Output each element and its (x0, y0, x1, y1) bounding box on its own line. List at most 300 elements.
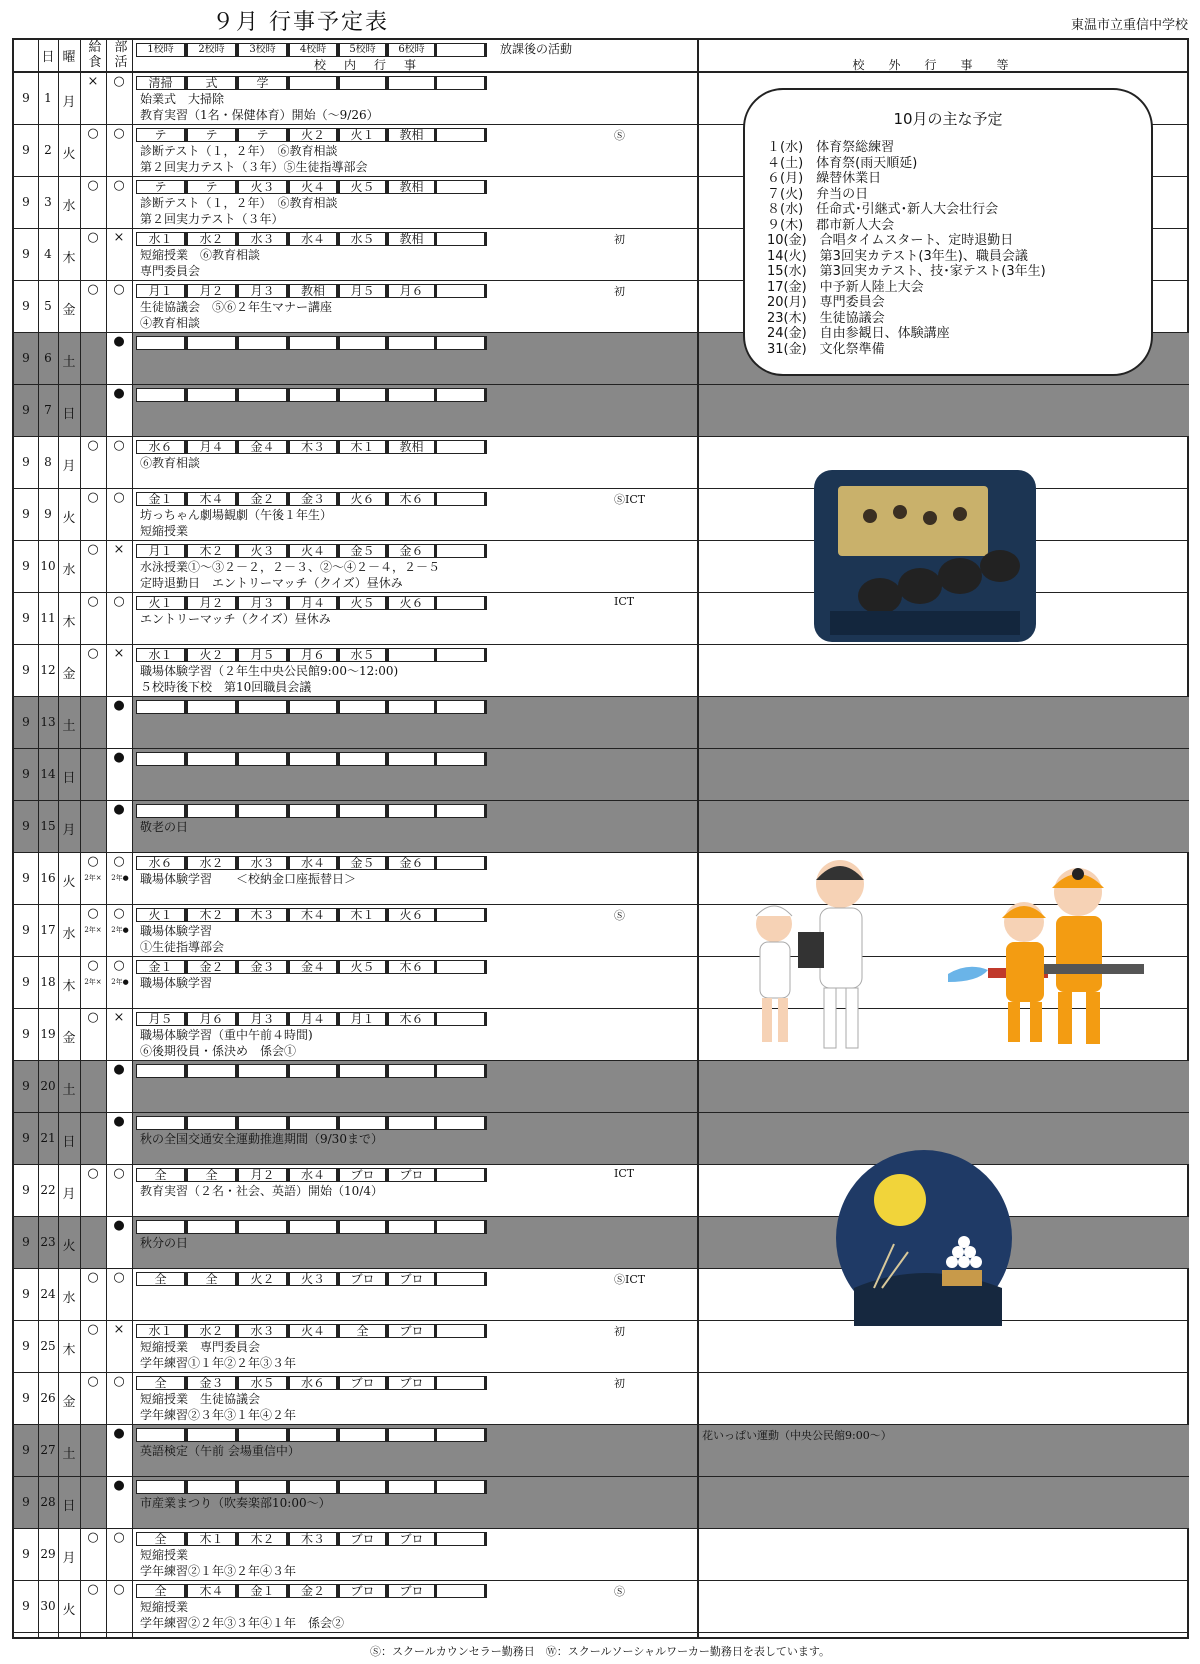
period-cell: 月４ (289, 1012, 339, 1026)
event-text: 教育実習（２名・社会、英語）開始（10/4） (140, 1184, 383, 1198)
club-mark: ● (113, 334, 125, 349)
lunch-note: 2年× (84, 978, 102, 986)
event-text: 生徒協議会 ⑤⑥２年生マナー講座 (140, 300, 333, 314)
period-cell: 木４ (187, 492, 238, 506)
after-school-text: 初 (614, 1325, 625, 1338)
period-cell: 全 (136, 1376, 187, 1390)
header-weekday: 曜 (62, 50, 76, 65)
theater-illustration (810, 466, 1040, 646)
month-cell: 9 (22, 975, 30, 989)
october-schedule-box (743, 88, 1153, 376)
after-school-text: 初 (614, 285, 625, 298)
period-cell: 教相 (388, 440, 437, 454)
month-cell: 9 (22, 767, 30, 781)
period-cell (388, 700, 437, 714)
period-cell (289, 1480, 339, 1494)
october-item: 10(金) 合唱タイムスタート、定時退勤日 (767, 233, 1014, 248)
event-text: ５校時後下校 第10回職員会議 (140, 680, 312, 694)
weekday-cell: 火 (62, 511, 76, 526)
event-text: ⑥教育相談 (140, 456, 201, 470)
lunch-mark: ○ (87, 230, 99, 245)
period-cell: 月２ (187, 284, 238, 298)
day-cell: 15 (40, 819, 56, 833)
period-cell: 全 (136, 1272, 187, 1286)
period-cell (187, 388, 238, 402)
outside-event-text: 花いっぱい運動（中央公民館9:00～） (702, 1429, 892, 1442)
weekday-cell: 金 (62, 667, 76, 682)
period-cell: 水５ (339, 232, 388, 246)
lunch-mark: ○ (87, 594, 99, 609)
period-cell: 木６ (388, 960, 437, 974)
period-cell: テ (187, 128, 238, 142)
period-cell: 木１ (187, 1532, 238, 1546)
weekday-cell: 土 (62, 719, 76, 734)
table-row (14, 801, 1187, 853)
period-cell (339, 1428, 388, 1442)
period-cell: ブロ (339, 1168, 388, 1182)
period-cell: 月５ (136, 1012, 187, 1026)
period-cell (136, 700, 187, 714)
event-text: ①生徒指導部会 (140, 940, 225, 954)
day-cell: 7 (44, 403, 52, 417)
day-cell: 23 (40, 1235, 56, 1249)
october-item: ６(月) 繰替休業日 (767, 171, 882, 186)
period-cell: 水２ (187, 856, 238, 870)
period-cell: 火３ (238, 180, 289, 194)
period-cell: 木２ (187, 544, 238, 558)
weekday-cell: 月 (62, 823, 76, 838)
header-school-events: 校 内 行 事 (314, 58, 420, 72)
period-cell (187, 1220, 238, 1234)
after-school-text: ICT (614, 595, 635, 608)
event-text: 学年練習②３年③１年④２年 (140, 1408, 297, 1422)
period-cell: 水３ (238, 856, 289, 870)
event-text: ④教育相談 (140, 316, 201, 330)
period-header-6: 6校時 (388, 43, 437, 57)
lunch-note: 2年× (84, 926, 102, 934)
period-cell (388, 1220, 437, 1234)
period-cell (339, 76, 388, 90)
period-cell: 木４ (289, 908, 339, 922)
period-cell: 月１ (136, 284, 187, 298)
after-school-text: ⓈICT (614, 1273, 646, 1286)
period-cell: ブロ (339, 1584, 388, 1598)
period-cell: 火４ (289, 180, 339, 194)
weekday-cell: 木 (62, 979, 76, 994)
lunch-mark: ○ (87, 126, 99, 141)
nurse-illustration (740, 852, 910, 1052)
table-row (14, 697, 1187, 749)
event-text: 水泳授業①～③２－２，２－３、②～④２－４，２－５ (140, 560, 441, 574)
club-mark: ○ (113, 126, 125, 141)
period-cell: 水６ (136, 440, 187, 454)
day-cell: 11 (40, 611, 56, 625)
period-cell: 火４ (289, 544, 339, 558)
period-cell: 金６ (388, 856, 437, 870)
day-cell: 14 (40, 767, 56, 781)
period-cell (238, 1480, 289, 1494)
weekday-cell: 火 (62, 875, 76, 890)
month-cell: 9 (22, 1599, 30, 1613)
period-cell (388, 1116, 437, 1130)
period-header-3: 3校時 (238, 43, 289, 57)
period-cell (339, 804, 388, 818)
event-text: 短縮授業 (140, 1548, 189, 1562)
day-cell: 3 (44, 195, 52, 209)
period-cell: ブロ (339, 1376, 388, 1390)
event-text: 短縮授業 (140, 1600, 189, 1614)
period-cell: 火２ (289, 128, 339, 142)
event-text: 専門委員会 (140, 264, 201, 278)
weekday-cell: 日 (62, 1135, 76, 1150)
day-cell: 24 (40, 1287, 56, 1301)
month-cell: 9 (22, 923, 30, 937)
period-cell: テ (238, 128, 289, 142)
header-lunch: 給食 (88, 40, 102, 70)
period-cell: 月１ (136, 544, 187, 558)
month-cell: 9 (22, 871, 30, 885)
event-text: 第２回実力テスト（３年） (140, 212, 284, 226)
club-mark: × (113, 646, 125, 661)
event-text: 職場体験学習（２年生中央公民館9:00～12:00) (140, 664, 399, 678)
october-item: 24(金) 自由参観日、体験講座 (767, 326, 950, 341)
period-cell: 火２ (187, 648, 238, 662)
period-cell: 月３ (238, 1012, 289, 1026)
weekday-cell: 土 (62, 1447, 76, 1462)
lunch-mark: ○ (87, 906, 99, 921)
club-note: 2年● (111, 874, 129, 882)
period-cell: 月５ (238, 648, 289, 662)
october-item: ８(水) 任命式･引継式･新人大会壮行会 (767, 202, 999, 217)
event-text: 診断テスト（１，２年） ⑥教育相談 (140, 144, 338, 158)
club-mark: × (113, 230, 125, 245)
weekday-cell: 水 (62, 199, 76, 214)
period-cell: 火６ (339, 492, 388, 506)
club-mark: × (113, 542, 125, 557)
club-mark: ○ (113, 1166, 125, 1181)
weekday-cell: 日 (62, 407, 76, 422)
period-cell: 火６ (388, 908, 437, 922)
month-cell: 9 (22, 403, 30, 417)
club-mark: × (113, 1010, 125, 1025)
period-cell (289, 388, 339, 402)
lunch-mark: ○ (87, 282, 99, 297)
period-cell: 月２ (187, 596, 238, 610)
lunch-mark: ○ (87, 1270, 99, 1285)
day-cell: 10 (40, 559, 56, 573)
period-cell (136, 752, 187, 766)
event-text: 市産業まつり（吹奏楽部10:00～） (140, 1496, 331, 1510)
period-cell: 火１ (339, 128, 388, 142)
period-cell: 木２ (238, 1532, 289, 1546)
period-cell: 教相 (388, 232, 437, 246)
period-cell (388, 76, 437, 90)
month-cell: 9 (22, 663, 30, 677)
month-cell: 9 (22, 247, 30, 261)
day-cell: 13 (40, 715, 56, 729)
month-cell: 9 (22, 1027, 30, 1041)
month-cell: 9 (22, 1183, 30, 1197)
period-cell: 全 (136, 1532, 187, 1546)
period-cell: 水５ (238, 1376, 289, 1390)
club-mark: ● (113, 1426, 125, 1441)
table-row (14, 1373, 1187, 1425)
weekday-cell: 火 (62, 1603, 76, 1618)
month-cell: 9 (22, 1547, 30, 1561)
event-text: 職場体験学習 (140, 924, 213, 938)
club-mark: ● (113, 750, 125, 765)
period-cell: 金２ (289, 1584, 339, 1598)
after-school-text: Ⓢ (614, 129, 625, 142)
period-cell: 水５ (339, 648, 388, 662)
period-cell (238, 1064, 289, 1078)
club-mark: ● (113, 802, 125, 817)
month-cell: 9 (22, 1235, 30, 1249)
lunch-mark: ○ (87, 1166, 99, 1181)
period-cell: ブロ (388, 1324, 437, 1338)
period-cell: 木３ (289, 1532, 339, 1546)
event-text: 短縮授業 ⑥教育相談 (140, 248, 261, 262)
period-cell (388, 388, 437, 402)
day-cell: 26 (40, 1391, 56, 1405)
period-cell: 火１ (136, 596, 187, 610)
month-cell: 9 (22, 1079, 30, 1093)
period-cell: 金６ (388, 544, 437, 558)
period-cell (339, 388, 388, 402)
club-mark: ○ (113, 490, 125, 505)
period-cell: 金４ (289, 960, 339, 974)
month-cell: 9 (22, 559, 30, 573)
club-mark: ○ (113, 1530, 125, 1545)
after-school-text: 初 (614, 1377, 625, 1390)
period-cell (238, 1116, 289, 1130)
period-cell: 月５ (339, 284, 388, 298)
after-school-text: Ⓢ (614, 909, 625, 922)
period-cell: 水１ (136, 648, 187, 662)
weekday-cell: 土 (62, 355, 76, 370)
period-cell (289, 1116, 339, 1130)
lunch-mark: ○ (87, 178, 99, 193)
period-cell: ブロ (339, 1532, 388, 1546)
weekday-cell: 水 (62, 927, 76, 942)
period-cell: 水１ (136, 1324, 187, 1338)
period-cell: ブロ (388, 1168, 437, 1182)
day-cell: 4 (44, 247, 52, 261)
october-item: ９(木) 郡市新人大会 (767, 217, 895, 233)
club-mark: ○ (113, 854, 125, 869)
period-cell: 木６ (388, 1012, 437, 1026)
column-header (14, 40, 1187, 73)
club-mark: ● (113, 1478, 125, 1493)
period-cell: 水４ (289, 232, 339, 246)
table-row (14, 1529, 1187, 1581)
period-header-4: 4校時 (289, 43, 339, 57)
club-mark: ○ (113, 282, 125, 297)
day-cell: 22 (40, 1183, 56, 1197)
period-cell: 水４ (289, 856, 339, 870)
october-item: １(水) 体育祭総練習 (767, 140, 895, 155)
period-cell: 月６ (388, 284, 437, 298)
header-outside: 校 外 行 事 等 (852, 58, 1009, 72)
october-item: 15(水) 第3回実カテスト、技･家テスト(3年生) (767, 264, 1046, 279)
period-cell (187, 700, 238, 714)
day-cell: 19 (40, 1027, 56, 1041)
table-row (14, 1581, 1187, 1633)
after-school-text: 初 (614, 233, 625, 246)
period-cell: 火６ (388, 596, 437, 610)
weekday-cell: 日 (62, 771, 76, 786)
lunch-mark: ○ (87, 1582, 99, 1597)
period-cell: ブロ (388, 1272, 437, 1286)
month-cell: 9 (22, 1391, 30, 1405)
lunch-mark: ○ (87, 438, 99, 453)
october-item: ７(火) 弁当の日 (767, 186, 869, 202)
period-cell: 火５ (339, 960, 388, 974)
lunch-note: 2年× (84, 874, 102, 882)
period-cell: 全 (187, 1168, 238, 1182)
month-cell: 9 (22, 507, 30, 521)
period-cell (339, 700, 388, 714)
club-mark: ○ (113, 438, 125, 453)
event-text: 第２回実力テスト（３年）⑤生徒指導部会 (140, 160, 368, 174)
period-cell: 水３ (238, 1324, 289, 1338)
header-day: 日 (41, 50, 55, 65)
period-cell (187, 752, 238, 766)
period-cell: 清掃 (136, 76, 187, 90)
period-cell (136, 1116, 187, 1130)
event-text: 短縮授業 専門委員会 (140, 1340, 261, 1354)
period-cell: 木３ (238, 908, 289, 922)
month-cell: 9 (22, 143, 30, 157)
period-cell (136, 336, 187, 350)
weekday-cell: 金 (62, 1395, 76, 1410)
event-text: 短縮授業 (140, 524, 189, 538)
month-cell: 9 (22, 1443, 30, 1457)
period-cell (388, 752, 437, 766)
period-cell: 金３ (289, 492, 339, 506)
month-cell: 9 (22, 299, 30, 313)
period-cell: 月６ (289, 648, 339, 662)
period-cell: 水６ (136, 856, 187, 870)
club-mark: ○ (113, 1374, 125, 1389)
period-cell: 火１ (136, 908, 187, 922)
month-cell: 9 (22, 91, 30, 105)
club-note: 2年● (111, 926, 129, 934)
header-club: 部活 (114, 40, 128, 70)
period-cell (238, 1428, 289, 1442)
period-cell: 全 (136, 1168, 187, 1182)
club-note: 2年● (111, 978, 129, 986)
day-cell: 21 (40, 1131, 56, 1145)
period-cell (339, 1480, 388, 1494)
period-cell: 水４ (289, 1168, 339, 1182)
period-cell (289, 76, 339, 90)
weekday-cell: 金 (62, 1031, 76, 1046)
event-text: 学年練習①１年②２年③３年 (140, 1356, 297, 1370)
period-header-5: 5校時 (339, 43, 388, 57)
period-cell (289, 336, 339, 350)
club-mark: ○ (113, 1270, 125, 1285)
day-cell: 30 (40, 1599, 56, 1613)
period-cell (136, 1428, 187, 1442)
page-title: ９月 行事予定表 (212, 10, 389, 35)
period-cell (187, 1480, 238, 1494)
period-cell: 月４ (187, 440, 238, 454)
month-cell: 9 (22, 195, 30, 209)
day-cell: 18 (40, 975, 56, 989)
october-item: 23(木) 生徒協議会 (767, 310, 885, 326)
period-cell (388, 648, 437, 662)
day-cell: 5 (44, 299, 52, 313)
event-text: 始業式 大掃除 (140, 92, 225, 106)
club-mark: ○ (113, 906, 125, 921)
event-text: 職場体験学習 (140, 976, 213, 990)
period-cell (187, 1116, 238, 1130)
period-cell: 火５ (339, 180, 388, 194)
period-cell: 全 (339, 1324, 388, 1338)
lunch-mark: × (87, 74, 99, 89)
firefighter-illustration (948, 852, 1148, 1052)
month-cell: 9 (22, 1339, 30, 1353)
period-cell: 教相 (388, 180, 437, 194)
day-cell: 28 (40, 1495, 56, 1509)
period-cell: 火４ (289, 1324, 339, 1338)
period-cell: 金５ (339, 544, 388, 558)
after-school-text: Ⓢ (614, 1585, 625, 1598)
period-cell (187, 1428, 238, 1442)
club-mark: ○ (113, 1582, 125, 1597)
period-cell (339, 1064, 388, 1078)
table-row (14, 1061, 1187, 1113)
period-cell (136, 1220, 187, 1234)
period-cell: 火５ (339, 596, 388, 610)
month-cell: 9 (22, 715, 30, 729)
period-cell: 木４ (187, 1584, 238, 1598)
event-text: 職場体験学習 ＜校納金口座振替日＞ (140, 872, 357, 886)
club-mark: ● (113, 698, 125, 713)
after-school-text: ICT (614, 1167, 635, 1180)
period-cell: テ (187, 180, 238, 194)
period-cell (238, 388, 289, 402)
period-cell: 木２ (187, 908, 238, 922)
period-cell: 金１ (238, 1584, 289, 1598)
period-cell (388, 1428, 437, 1442)
period-cell (289, 752, 339, 766)
after-school-text: ⓈICT (614, 493, 646, 506)
weekday-cell: 月 (62, 1187, 76, 1202)
october-item: 17(金) 中予新人陸上大会 (767, 279, 924, 295)
period-cell (238, 336, 289, 350)
club-mark: ○ (113, 178, 125, 193)
period-cell: 木１ (339, 440, 388, 454)
period-cell: ブロ (388, 1584, 437, 1598)
october-item: ４(土) 体育祭(雨天順延) (767, 155, 918, 171)
period-cell (136, 1064, 187, 1078)
event-text: 学年練習②２年③３年④１年 係会② (140, 1616, 345, 1630)
moon-viewing-illustration (834, 1148, 1014, 1328)
period-cell: 金２ (238, 492, 289, 506)
period-cell (238, 700, 289, 714)
event-text: 坊っちゃん劇場観劇（午後１年生） (140, 508, 333, 522)
weekday-cell: 月 (62, 1551, 76, 1566)
period-cell (388, 336, 437, 350)
october-item: 31(金) 文化祭準備 (767, 341, 885, 357)
weekday-cell: 木 (62, 1343, 76, 1358)
school-name: 東温市立重信中学校 (1070, 18, 1188, 33)
period-header-1: 1校時 (136, 43, 187, 57)
weekday-cell: 金 (62, 303, 76, 318)
period-cell (136, 388, 187, 402)
